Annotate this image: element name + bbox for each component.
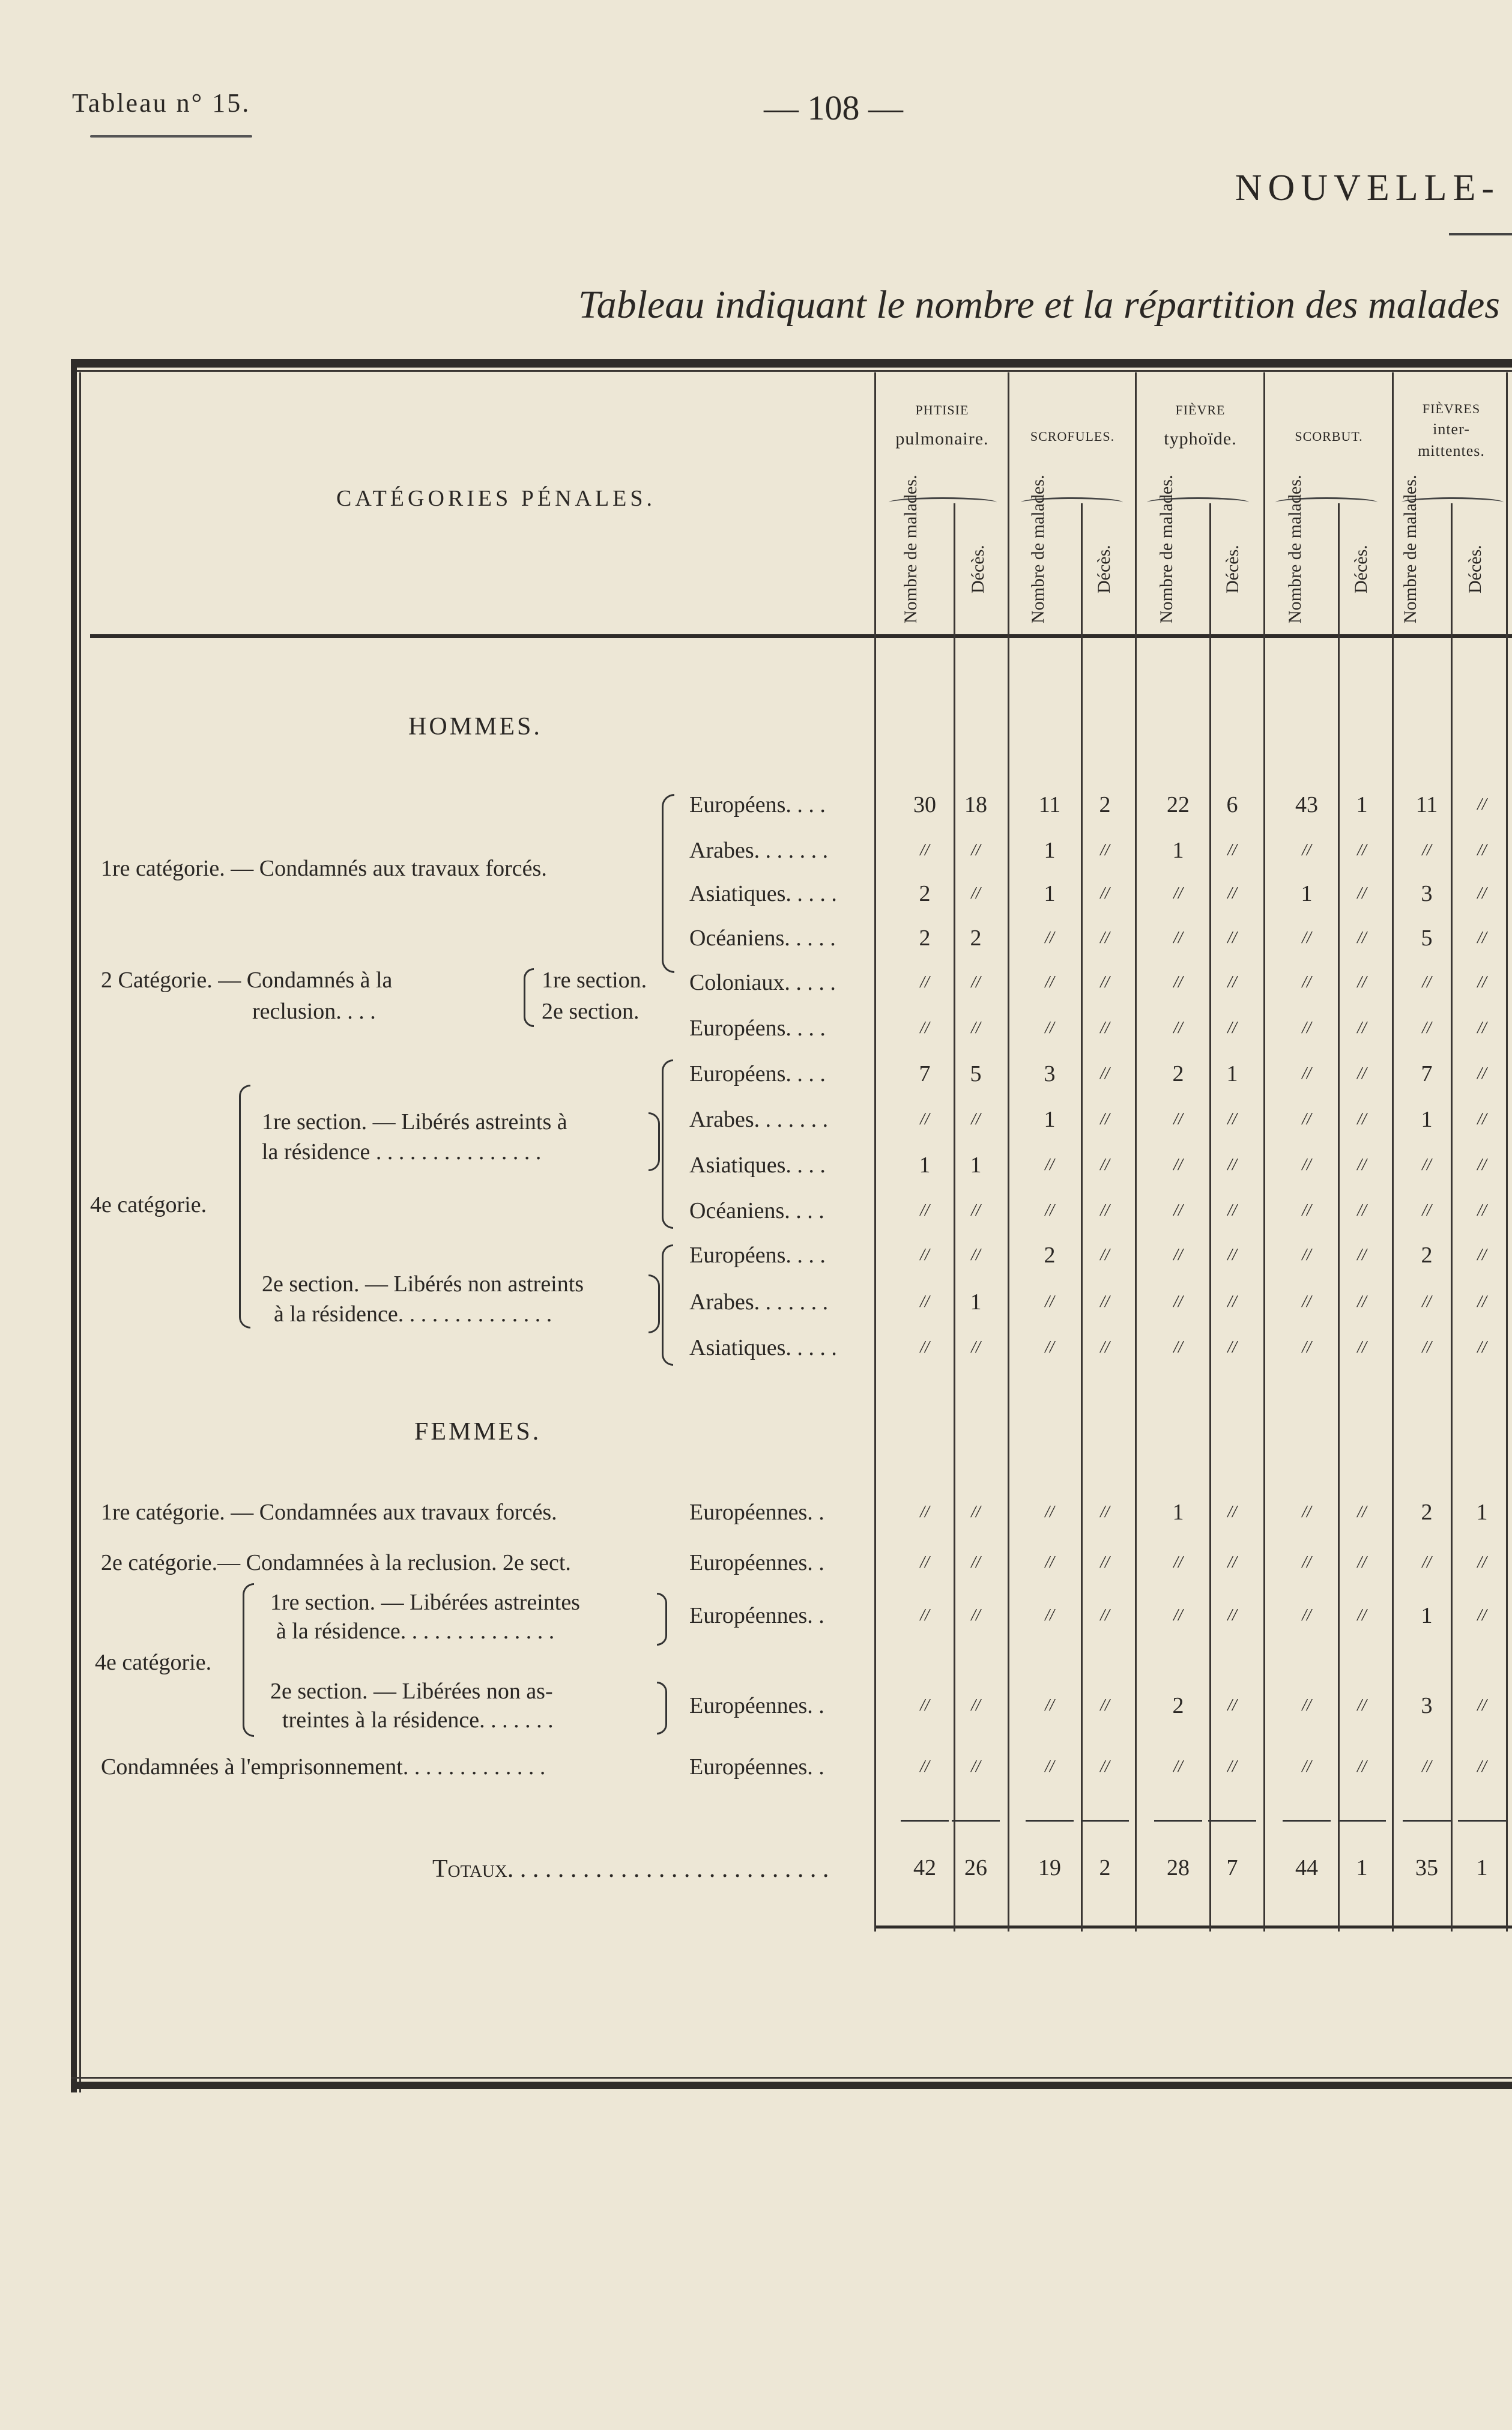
table-cell: 1 <box>1044 838 1056 863</box>
table-cell: // <box>920 1110 930 1129</box>
table-cell: // <box>971 1110 981 1129</box>
sum-rule <box>1208 1820 1256 1822</box>
label-hommes-cat4-s2b: à la résidence. . . . . . . . . . . . . . <box>274 1301 552 1327</box>
table-cell: // <box>1100 1110 1110 1129</box>
table-cell: // <box>1173 1292 1183 1311</box>
table-cell: // <box>1227 1019 1237 1037</box>
table-cell: // <box>1422 1553 1432 1572</box>
table-cell: // <box>920 973 930 992</box>
table-cell: // <box>1227 1338 1237 1357</box>
table-cell: // <box>1357 1757 1367 1776</box>
table-cell: // <box>1173 1757 1183 1776</box>
table-cell: // <box>971 884 981 903</box>
label-femmes-cat4: 4e catégorie. <box>95 1650 212 1675</box>
table-cell: // <box>1100 1156 1110 1174</box>
table-cell: // <box>920 1201 930 1220</box>
table-cell: // <box>1357 1201 1367 1220</box>
table-cell: // <box>1357 1156 1367 1174</box>
table-cell: // <box>1100 1696 1110 1715</box>
table-cell: 1 <box>1172 838 1184 863</box>
table-cell: 22 <box>1167 792 1190 817</box>
table-cell: 1 <box>970 1289 982 1315</box>
table-cell: // <box>1227 1503 1237 1521</box>
table-cell: // <box>1477 1553 1487 1572</box>
table-cell: // <box>1422 1292 1432 1311</box>
table-cell: // <box>1302 929 1311 947</box>
label-hommes-cat2-s2: 2e section. <box>542 999 640 1024</box>
sum-rule <box>1154 1820 1202 1822</box>
subheader-malades: Nombre de malades. <box>1028 474 1048 623</box>
subheader-malades: Nombre de malades. <box>1285 474 1305 623</box>
table-cell: 1 <box>1421 1107 1433 1132</box>
group-brace <box>657 1593 667 1646</box>
total-cell: 42 <box>913 1855 936 1880</box>
table-cell: // <box>1100 929 1110 947</box>
frame-bottom <box>71 2082 1512 2089</box>
disease-header-fievres-intermittentes <box>1394 401 1508 460</box>
table-cell: // <box>1477 1156 1487 1174</box>
label-hommes-cat2b: reclusion. . . . <box>252 999 376 1024</box>
disease-line: pulmonaire. <box>895 429 989 449</box>
subheader-deces: Décès. <box>1223 545 1242 594</box>
table-cell: 2 <box>919 926 931 951</box>
sum-rule <box>952 1820 1000 1822</box>
table-cell: // <box>1477 884 1487 903</box>
table-cell: // <box>1357 1338 1367 1357</box>
total-cell: 7 <box>1226 1855 1238 1880</box>
table-cell: // <box>1045 1201 1054 1220</box>
label-totaux: Totaux. . . . . . . . . . . . . . . . . . . . . . . . . . <box>432 1855 829 1883</box>
table-cell: // <box>1227 1757 1237 1776</box>
table-cell: // <box>1100 841 1110 859</box>
table-cell: // <box>1357 1553 1367 1572</box>
table-cell: 30 <box>913 792 936 817</box>
disease-header-fievre-typhoide <box>1137 402 1263 449</box>
table-cell: // <box>971 1201 981 1220</box>
table-cell: 43 <box>1295 792 1318 817</box>
table-cell: 7 <box>919 1061 931 1086</box>
table-cell: // <box>920 1338 930 1357</box>
table-cell: // <box>1302 1553 1311 1572</box>
group-brace <box>239 1085 250 1329</box>
disease-line: FIÈVRES <box>1422 401 1481 416</box>
table-cell: // <box>1100 1757 1110 1776</box>
table-cell: // <box>1045 1156 1054 1174</box>
table-cell: 3 <box>1044 1061 1056 1086</box>
disease-line: PHTISIE <box>915 402 969 417</box>
row-origin-label: Européennes. . <box>689 1550 824 1575</box>
frame-top-inner <box>71 370 1512 372</box>
subheader-malades: Nombre de malades. <box>901 474 921 623</box>
table-cell: // <box>1173 1110 1183 1129</box>
table-cell: // <box>1045 1503 1054 1521</box>
table-cell: // <box>920 841 930 859</box>
label-hommes-cat4-s2a: 2e section. — Libérés non astreints <box>262 1271 584 1297</box>
table-cell: // <box>1302 1201 1311 1220</box>
table-cell: // <box>1100 1292 1110 1311</box>
table-cell: // <box>1227 1246 1237 1264</box>
table-cell: 2 <box>1421 1243 1433 1268</box>
table-cell: // <box>1173 1019 1183 1037</box>
header-rule <box>90 135 252 138</box>
table-cell: // <box>1477 1019 1487 1037</box>
disease-line: SCORBUT. <box>1295 429 1363 444</box>
table-cell: // <box>1357 1064 1367 1083</box>
row-origin-label: Européens. . . . <box>689 1061 826 1086</box>
subheader-deces: Décès. <box>1465 545 1485 594</box>
sum-rule <box>1081 1820 1129 1822</box>
table-cell: // <box>1357 841 1367 859</box>
table-cell: // <box>1227 1201 1237 1220</box>
label-hommes-cat1: 1re catégorie. — Condamnés aux travaux forcés. <box>101 856 547 881</box>
subheader-deces: Décès. <box>1351 545 1371 594</box>
row-origin-label: Européennes. . <box>689 1500 824 1525</box>
header-separator <box>90 634 1512 638</box>
row-origin-label: Européens. . . . <box>689 1016 826 1041</box>
page-number: — 108 — <box>764 88 903 127</box>
table-cell: // <box>1302 1246 1311 1264</box>
total-cell: 44 <box>1295 1855 1318 1880</box>
table-cell: 2 <box>1044 1243 1056 1268</box>
frame-bottom-inner <box>71 2077 1512 2079</box>
table-cell: // <box>1045 1696 1054 1715</box>
section-femmes: FEMMES. <box>414 1418 542 1446</box>
table-cell: // <box>1477 929 1487 947</box>
table-cell: // <box>1422 1201 1432 1220</box>
table-cell: // <box>1227 1696 1237 1715</box>
total-cell: 19 <box>1038 1855 1061 1880</box>
table-cell: // <box>1173 1156 1183 1174</box>
table-cell: // <box>1227 841 1237 859</box>
table-cell: // <box>1173 884 1183 903</box>
table-cell: 7 <box>1421 1061 1433 1086</box>
label-femmes-emprisonnement: Condamnées à l'emprisonnement. . . . . . . . . . . . . <box>101 1754 546 1780</box>
sum-rule <box>1283 1820 1331 1822</box>
table-cell: // <box>1100 1246 1110 1264</box>
table-cell: 1 <box>1476 1500 1488 1525</box>
subheader-malades: Nombre de malades. <box>1400 474 1420 623</box>
table-cell: // <box>1045 1606 1054 1625</box>
table-cell: // <box>971 1757 981 1776</box>
table-cell: // <box>971 1019 981 1037</box>
row-origin-label: Arabes. . . . . . . <box>689 1107 829 1132</box>
label-femmes-cat2: 2e catégorie.— Condamnées à la reclusion. 2e sect. <box>101 1550 571 1575</box>
table-cell: // <box>1357 1292 1367 1311</box>
label-femmes-cat4-s1a: 1re section. — Libérées astreintes <box>270 1590 580 1615</box>
table-cell: // <box>1100 973 1110 992</box>
table-cell: // <box>1302 841 1311 859</box>
table-number: Tableau n° 15. <box>72 88 251 118</box>
table-cell: // <box>1302 1338 1311 1357</box>
table-cell: // <box>1477 1292 1487 1311</box>
table-cell: // <box>1173 1246 1183 1264</box>
table-cell: // <box>1302 1019 1311 1037</box>
label-femmes-cat4-s2a: 2e section. — Libérées non as- <box>270 1679 553 1704</box>
group-brace <box>524 968 534 1027</box>
table-cell: // <box>1477 1757 1487 1776</box>
sum-rule <box>1338 1820 1386 1822</box>
total-cell: 26 <box>964 1855 987 1880</box>
table-cell: // <box>1357 973 1367 992</box>
table-cell: // <box>1357 929 1367 947</box>
table-cell: 11 <box>1038 792 1061 817</box>
table-cell: // <box>1045 929 1054 947</box>
label-femmes-cat4-s2b: treintes à la résidence. . . . . . . <box>282 1707 554 1733</box>
table-cell: // <box>1045 1338 1054 1357</box>
row-origin-label: Océaniens. . . . . <box>689 926 836 951</box>
label-hommes-cat4: 4e catégorie. <box>90 1192 207 1217</box>
subheader-deces: Décès. <box>1094 545 1114 594</box>
table-cell: // <box>1227 973 1237 992</box>
table-cell: 1 <box>1421 1603 1433 1628</box>
sum-rule <box>1026 1820 1074 1822</box>
table-cell: 1 <box>1044 881 1056 906</box>
table-cell: // <box>1173 1553 1183 1572</box>
table-cell: // <box>1477 1338 1487 1357</box>
row-origin-label: Européennes. . <box>689 1603 824 1628</box>
table-cell: // <box>1357 1503 1367 1521</box>
subheader-malades: Nombre de malades. <box>1157 474 1176 623</box>
table-cell: // <box>1477 1201 1487 1220</box>
disease-header-scorbut <box>1266 429 1392 444</box>
table-cell: // <box>920 1553 930 1572</box>
table-cell: // <box>1045 973 1054 992</box>
table-cell: // <box>1100 1064 1110 1083</box>
row-origin-label: Asiatiques. . . . . <box>689 1335 837 1360</box>
table-cell: // <box>1173 1606 1183 1625</box>
table-cell: // <box>920 1606 930 1625</box>
table-cell: // <box>1100 1338 1110 1357</box>
running-title: NOUVELLE- <box>1235 168 1500 208</box>
table-cell: 2 <box>1172 1693 1184 1718</box>
table-cell: // <box>1357 1019 1367 1037</box>
table-cell: 2 <box>1172 1061 1184 1086</box>
table-cell: 1 <box>1301 881 1313 906</box>
table-cell: // <box>1477 1064 1487 1083</box>
label-hommes-cat4-s1a: 1re section. — Libérés astreints à <box>262 1109 567 1135</box>
table-cell: // <box>1422 1757 1432 1776</box>
table-cell: // <box>1422 841 1432 859</box>
table-cell: // <box>920 1696 930 1715</box>
label-femmes-cat4-s1b: à la résidence. . . . . . . . . . . . . . <box>276 1619 555 1644</box>
table-cell: // <box>1357 1696 1367 1715</box>
table-cell: // <box>1302 1696 1311 1715</box>
table-cell: // <box>1100 1503 1110 1521</box>
table-cell: // <box>1422 1019 1432 1037</box>
category-header: CATÉGORIES PÉNALES. <box>336 486 656 511</box>
table-cell: // <box>1100 1606 1110 1625</box>
table-cell: // <box>1227 1606 1237 1625</box>
frame-top <box>71 359 1512 368</box>
table-cell: // <box>1100 1201 1110 1220</box>
table-cell: 1 <box>1226 1061 1238 1086</box>
table-cell: // <box>1100 1553 1110 1572</box>
label-hommes-cat4-s1b: la résidence . . . . . . . . . . . . . . . <box>262 1139 542 1165</box>
table-cell: // <box>1302 1757 1311 1776</box>
table-cell: 5 <box>1421 926 1433 951</box>
group-brace <box>649 1112 660 1171</box>
disease-header-scrofules <box>1010 429 1135 444</box>
table-cell: // <box>971 1606 981 1625</box>
table-cell: // <box>971 1338 981 1357</box>
row-origin-label: Océaniens. . . . <box>689 1198 824 1223</box>
table-cell: // <box>1173 929 1183 947</box>
table-cell: // <box>1357 1110 1367 1129</box>
table-cell: // <box>1045 1292 1054 1311</box>
table-cell: // <box>1227 1110 1237 1129</box>
group-brace <box>662 1244 673 1366</box>
table-cell: // <box>1302 1110 1311 1129</box>
table-subtitle: Tableau indiquant le nombre et la répartition des malades <box>578 283 1500 327</box>
subheader-deces: Décès. <box>968 545 988 594</box>
table-cell: 3 <box>1421 881 1433 906</box>
frame-left <box>71 359 77 2092</box>
column-divider <box>874 372 876 1932</box>
table-cell: // <box>1477 1696 1487 1715</box>
disease-line: typhoïde. <box>1164 429 1237 449</box>
table-cell: // <box>1302 1292 1311 1311</box>
running-title-rule <box>1449 233 1512 235</box>
sum-rule <box>1458 1820 1506 1822</box>
table-cell: // <box>1422 973 1432 992</box>
frame-left-inner <box>79 372 81 2092</box>
table-cell: // <box>1477 1110 1487 1129</box>
table-cell: 2 <box>970 926 982 951</box>
table-cell: // <box>1227 1292 1237 1311</box>
table-cell: // <box>1302 1064 1311 1083</box>
sum-rule <box>1403 1820 1451 1822</box>
row-origin-label: Européens. . . . <box>689 1243 826 1268</box>
table-cell: // <box>920 1246 930 1264</box>
table-cell: // <box>1422 1338 1432 1357</box>
row-origin-label: Asiatiques. . . . . <box>689 881 837 906</box>
table-cell: 2 <box>919 881 931 906</box>
table-cell: // <box>971 1503 981 1521</box>
table-cell: 18 <box>964 792 987 817</box>
row-origin-label: Arabes. . . . . . . <box>689 1289 829 1315</box>
table-cell: // <box>1173 1338 1183 1357</box>
table-cell: // <box>1045 1019 1054 1037</box>
table-cell: // <box>1302 1503 1311 1521</box>
total-cell: 1 <box>1476 1855 1488 1880</box>
table-cell: // <box>1477 795 1487 814</box>
table-cell: // <box>971 1696 981 1715</box>
table-cell: // <box>920 1292 930 1311</box>
table-cell: // <box>1100 1019 1110 1037</box>
totals-bottom-rule <box>874 1926 1512 1929</box>
row-origin-label: Arabes. . . . . . . <box>689 838 829 863</box>
table-cell: // <box>1477 1246 1487 1264</box>
group-brace <box>243 1583 254 1737</box>
row-origin-label: Européens. . . . <box>689 792 826 817</box>
row-origin-label: Européennes. . <box>689 1754 824 1780</box>
label-hommes-cat2-s1: 1re section. <box>542 968 647 993</box>
table-cell: 3 <box>1421 1693 1433 1718</box>
table-cell: 1 <box>919 1153 931 1178</box>
table-cell: // <box>1422 1156 1432 1174</box>
table-cell: // <box>1302 1606 1311 1625</box>
disease-line: inter- <box>1433 420 1470 438</box>
table-cell: // <box>1100 884 1110 903</box>
table-cell: // <box>971 1553 981 1572</box>
label-femmes-cat1: 1re catégorie. — Condamnées aux travaux forcés. <box>101 1500 557 1525</box>
table-cell: // <box>1045 1757 1054 1776</box>
table-cell: // <box>1477 973 1487 992</box>
disease-line: FIÈVRE <box>1175 402 1226 417</box>
disease-header-phtisie <box>877 402 1008 449</box>
group-brace <box>662 1059 673 1229</box>
table-cell: // <box>971 1246 981 1264</box>
table-cell: // <box>1227 1156 1237 1174</box>
table-cell: // <box>1477 1606 1487 1625</box>
section-hommes: HOMMES. <box>408 713 542 741</box>
group-brace <box>649 1274 660 1333</box>
table-cell: 2 <box>1421 1500 1433 1525</box>
table-cell: // <box>1227 1553 1237 1572</box>
table-cell: 1 <box>1172 1500 1184 1525</box>
row-origin-label: Européennes. . <box>689 1693 824 1718</box>
table-cell: 11 <box>1415 792 1438 817</box>
total-cell: 2 <box>1099 1855 1111 1880</box>
disease-line: mittentes. <box>1418 442 1485 459</box>
total-cell: 35 <box>1415 1855 1438 1880</box>
table-cell: // <box>971 841 981 859</box>
table-cell: // <box>971 973 981 992</box>
group-brace <box>662 794 674 973</box>
table-cell: // <box>1173 1201 1183 1220</box>
label-hommes-cat2a: 2 Catégorie. — Condamnés à la <box>101 968 393 993</box>
row-origin-label: Asiatiques. . . . <box>689 1153 826 1178</box>
table-cell: // <box>920 1757 930 1776</box>
sum-rule <box>901 1820 949 1822</box>
table-cell: 6 <box>1226 792 1238 817</box>
table-cell: 1 <box>970 1153 982 1178</box>
table-cell: 5 <box>970 1061 982 1086</box>
table-cell: 1 <box>1356 792 1368 817</box>
row-origin-label: Coloniaux. . . . . <box>689 970 836 995</box>
table-cell: // <box>1302 1156 1311 1174</box>
table-cell: // <box>920 1019 930 1037</box>
table-cell: // <box>1045 1553 1054 1572</box>
table-cell: // <box>1227 884 1237 903</box>
total-cell: 28 <box>1167 1855 1190 1880</box>
table-cell: // <box>1302 973 1311 992</box>
total-cell: 1 <box>1356 1855 1368 1880</box>
table-cell: // <box>920 1503 930 1521</box>
table-cell: // <box>1477 841 1487 859</box>
table-cell: 1 <box>1044 1107 1056 1132</box>
group-brace <box>657 1682 667 1735</box>
table-cell: // <box>1357 1246 1367 1264</box>
disease-line: SCROFULES. <box>1030 429 1115 444</box>
table-cell: // <box>1357 884 1367 903</box>
table-cell: // <box>1227 929 1237 947</box>
table-cell: // <box>1357 1606 1367 1625</box>
table-cell: // <box>1173 973 1183 992</box>
table-cell: 2 <box>1099 792 1111 817</box>
